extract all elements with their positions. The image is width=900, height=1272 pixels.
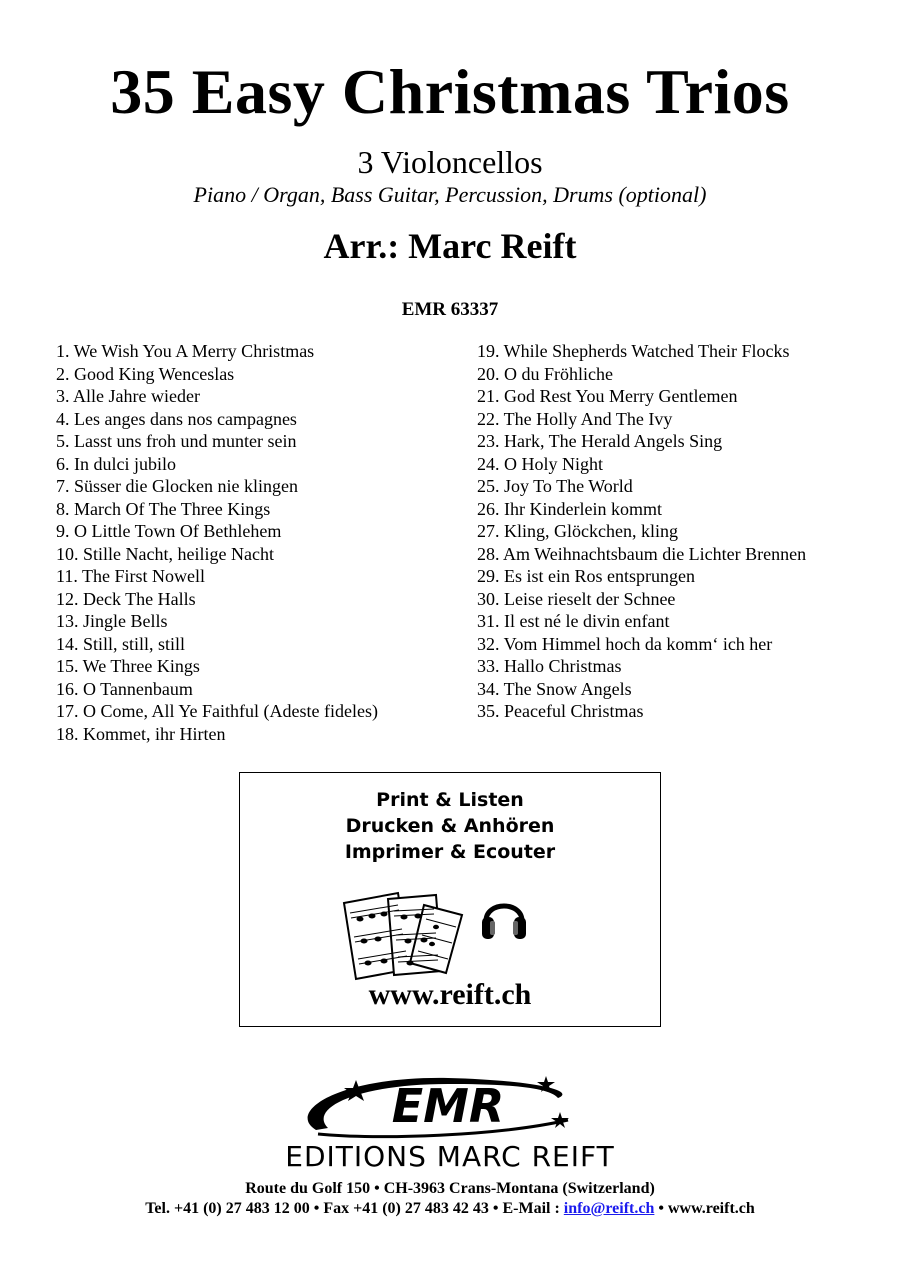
page-title: 35 Easy Christmas Trios	[110, 56, 790, 127]
contents-item: 35. Peaceful Christmas	[477, 701, 644, 721]
contents-list-left	[56, 340, 378, 745]
contents-item: 27. Kling, Glöckchen, kling	[477, 521, 678, 541]
instrumentation: Piano / Organ, Bass Guitar, Percussion, Drums (optional)	[193, 182, 707, 207]
subtitle: 3 Violoncellos	[357, 144, 543, 180]
contents-item: 12. Deck The Halls	[56, 588, 196, 609]
contents-item: 31. Il est né le divin enfant	[477, 611, 670, 631]
contents-item: 8. March Of The Three Kings	[56, 498, 271, 519]
contents-item: 11. The First Nowell	[56, 566, 205, 586]
contents-item: 3. Alle Jahre wieder	[56, 386, 200, 406]
contents-item: 21. God Rest You Merry Gentlemen	[477, 386, 738, 406]
catalog-number: EMR 63337	[401, 299, 499, 320]
emr-logo	[298, 1072, 598, 1142]
contents-item: 13. Jingle Bells	[56, 611, 168, 631]
contents-item: 34. The Snow Angels	[477, 678, 632, 699]
contents-item: 22. The Holly And The Ivy	[477, 408, 673, 429]
publisher-contact	[0, 1198, 900, 1220]
contents-item: 9. O Little Town Of Bethlehem	[56, 521, 282, 541]
headphones-icon	[480, 891, 528, 943]
contents-item: 4. Les anges dans nos campagnes	[56, 408, 297, 429]
publisher-address: Route du Golf 150 • CH-3963 Crans-Montana (Switzerland)	[245, 1180, 655, 1197]
promo-line-english: Print & Listen	[376, 789, 524, 811]
contents-item: 32. Vom Himmel hoch da komm‘ ich her	[477, 633, 773, 654]
contents-item: 24. O Holy Night	[477, 453, 603, 474]
contents-item: 29. Es ist ein Ros entsprungen	[477, 566, 695, 586]
contents-item: 18. Kommet, ihr Hirten	[56, 723, 226, 744]
contents-item: 26. Ihr Kinderlein kommt	[477, 498, 662, 519]
contents-item: 6. In dulci jubilo	[56, 453, 176, 474]
print-listen-box	[239, 772, 661, 1027]
contents-item: 5. Lasst uns froh und munter sein	[56, 431, 297, 451]
contents-item: 2. Good King Wenceslas	[56, 363, 235, 384]
email-link[interactable]: info@reift.ch	[563, 1200, 655, 1217]
contents-item: 23. Hark, The Herald Angels Sing	[477, 431, 723, 451]
contents-item: 33. Hallo Christmas	[477, 656, 622, 676]
contents-item: 15. We Three Kings	[56, 656, 200, 676]
emr-logo-text: EMR	[391, 1079, 505, 1133]
contents-item: 17. O Come, All Ye Faithful (Adeste fideles)	[56, 701, 378, 721]
contents-item: 20. O du Fröhliche	[477, 363, 613, 384]
contents-item: 25. Joy To The World	[477, 476, 633, 496]
sheet-music-icon	[338, 889, 468, 981]
contents-item: 14. Still, still, still	[56, 633, 186, 654]
promo-website[interactable]: www.reift.ch	[368, 978, 532, 1011]
contents-item: 30. Leise rieselt der Schnee	[477, 588, 676, 609]
contents-item: 10. Stille Nacht, heilige Nacht	[56, 543, 274, 564]
contents-item: 19. While Shepherds Watched Their Flocks	[477, 341, 790, 361]
contact-phone-fax: Tel. +41 (0) 27 483 12 00 • Fax +41 (0) 27 483 42 43 • E-Mail :	[145, 1200, 564, 1217]
contact-website[interactable]: • www.reift.ch	[654, 1200, 755, 1217]
contents-item: 1. We Wish You A Merry Christmas	[56, 341, 315, 361]
arranger: Arr.: Marc Reift	[323, 226, 577, 266]
publisher-name: EDITIONS MARC REIFT	[285, 1140, 615, 1173]
contents-list-right	[477, 340, 806, 723]
contents-item: 16. O Tannenbaum	[56, 678, 193, 699]
contents-item: 7. Süsser die Glocken nie klingen	[56, 476, 298, 496]
promo-line-french: Imprimer & Ecouter	[344, 841, 556, 863]
contents-item: 28. Am Weihnachtsbaum die Lichter Brennen	[477, 543, 807, 564]
promo-line-german: Drucken & Anhören	[345, 815, 555, 837]
